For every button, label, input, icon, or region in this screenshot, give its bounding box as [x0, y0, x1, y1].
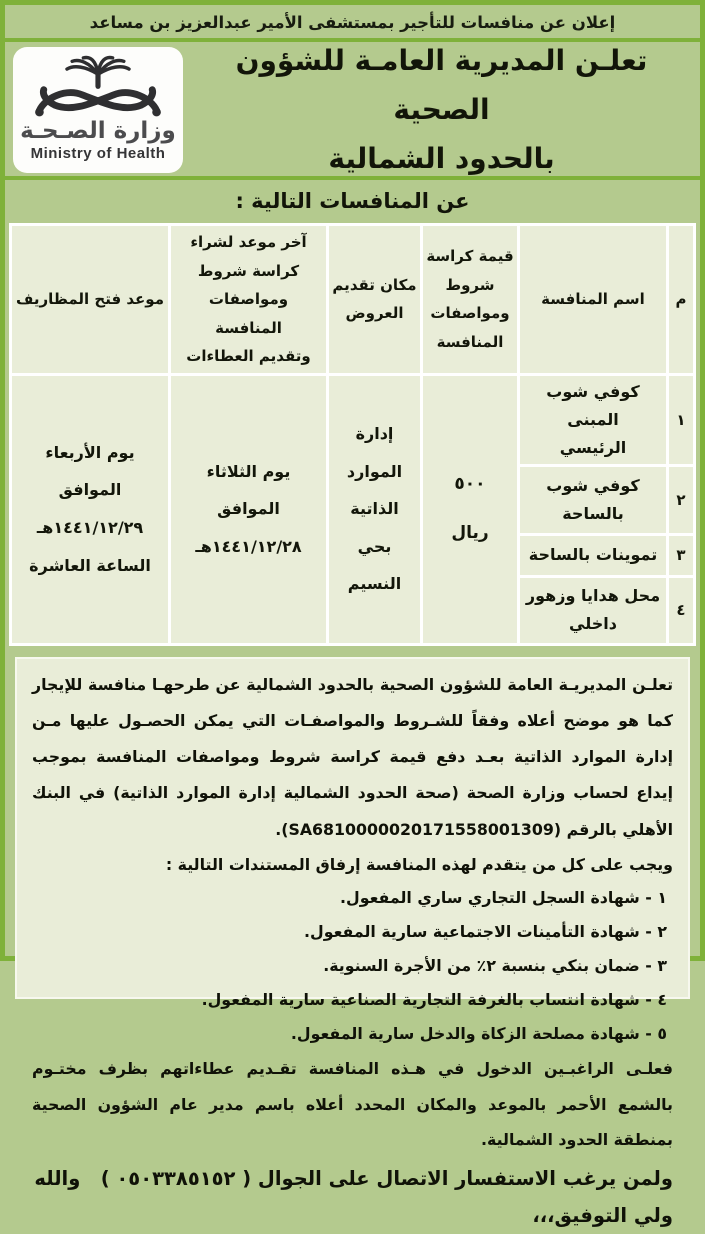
contact-footer: ولمن يرغب الاستفسار الاتصال على الجوال ( ٠٥٠٣٣٨٥١٥٢ ) والله ولي التوفيق،،، [34, 1166, 673, 1227]
requirement-item: ٢ - شهادة التأمينات الاجتماعية سارية المفعول. [303, 922, 667, 942]
row-number: ١ [668, 374, 695, 465]
col-header-booklet-value: قيمة كراسة شروط ومواصفات المنافسة [422, 225, 519, 375]
competition-name: كوفي شوب المبنى الرئيسي [519, 374, 668, 465]
row-number: ٣ [668, 534, 695, 576]
announcement-paragraph: تعلـن المديريـة العامة للشؤون الصحية بالحدود الشمالية عن طرحهـا منافسة للإيجار كما هو موضح أعلاه وفقاً للشـروط والمواصفـات التي يمكن الحصـول عليها مـن إدارة الموارد الذاتية بعـد دفع قيمة كراسة شروط ومواصفات المنافسة بموجب إيداع لحساب وزارة الصحة (صحة الحدود الشمالية إدارة الموارد الذاتية) في البنك الأهلي بالرقم (SA6810000020171558001309). [32, 674, 673, 839]
booklet-value-cell: ٥٠٠ ريال [422, 374, 519, 644]
envelope-opening-cell: يوم الأربعاء الموافق ١٤٤١/١٢/٢٩هـ الساعة العاشرة [11, 374, 170, 644]
row-number: ٤ [668, 576, 695, 644]
requirements-intro: ويجب على كل من يتقدم لهذه المنافسة إرفاق المستندات التالية : [165, 855, 673, 875]
competition-name: تموينات بالساحة [519, 534, 668, 576]
palm-crossed-swords-icon [28, 57, 168, 119]
title-section [5, 42, 700, 180]
col-header-envelope-opening: موعد فتح المظاريف [11, 225, 170, 375]
requirement-item: ٤ - شهادة انتساب بالغرفة التجارية الصناعية سارية المفعول. [201, 990, 667, 1010]
logo-english-name: Ministry of Health [30, 144, 166, 162]
table-row [11, 374, 695, 465]
requirement-item: ٣ - ضمان بنكي بنسبة ٢٪ من الأجرة السنوية. [323, 956, 667, 976]
table-header-row [11, 225, 695, 375]
requirement-item: ٥ - شهادة مصلحة الزكاة والدخل سارية المفعول. [290, 1024, 667, 1044]
purchase-deadline-cell: يوم الثلاثاء الموافق ١٤٤١/١٢/٢٨هـ [170, 374, 328, 644]
headline: إعلان عن منافسات للتأجير بمستشفى الأمير عبدالعزيز بن مساعد [5, 5, 700, 42]
competition-name: محل هدايا وزهور داخلي [519, 576, 668, 644]
ministry-of-health-logo [13, 47, 183, 173]
requirement-item: ١ - شهادة السجل التجاري ساري المفعول. [340, 888, 667, 908]
col-header-number: م [668, 225, 695, 375]
logo-arabic-name: وزارة الصـحـة [20, 118, 176, 145]
page-title: تعلـن المديرية العامـة للشؤون الصحية بالحدود الشمالية [235, 43, 648, 175]
col-header-submission-place: مكان تقديم العروض [328, 225, 422, 375]
col-header-purchase-deadline: آخر موعد لشراء كراسة شروط ومواصفات المنافسة وتقديم العطاءات [170, 225, 328, 375]
col-header-competition-name: اسم المنافسة [519, 225, 668, 375]
subtitle: عن المنافسات التالية : [235, 189, 470, 213]
submission-place-cell: إدارة الموارد الذاتية بحي النسيم [328, 374, 422, 644]
competitions-table [9, 223, 696, 646]
closing-paragraph: فعلـى الراغبـين الدخول في هـذه المنافسة تقـديم عطاءاتهم بظرف مختـوم بالشمع الأحمر بالموعد والمكان المحدد أعلاه باسم مدير عام الشؤون الصحية بمنطقة الحدود الشمالية. [32, 1059, 673, 1150]
details-box [15, 657, 690, 1227]
requirements-list [32, 881, 673, 1051]
row-number: ٢ [668, 465, 695, 534]
competition-name: كوفي شوب بالساحة [519, 465, 668, 534]
